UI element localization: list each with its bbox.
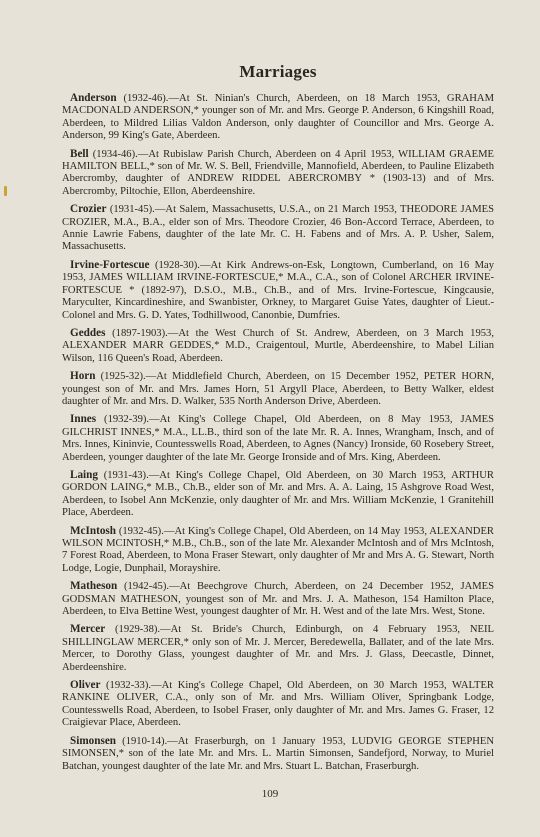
- marriage-entry: [62, 525, 494, 576]
- entry-text: (1932-46).—At St. Ninian's Church, Aberdeen, on 18 March 1953, GRAHAM MACDONALD ANDERSON,* younger son of Mr. and Mrs. George P. Anderson, 6 Kingshill Road, Aberdeen, to Mildred Lilias Valdon Anderson, only daughter of Councillor and Mrs. George A. Anderson, 99 King's Gate, Aberdeen.: [62, 93, 495, 142]
- marriage-entry: [62, 327, 494, 365]
- marriage-entry: [62, 580, 494, 618]
- entry-surname: Irvine-Fortescue: [70, 258, 150, 271]
- entry-surname: Anderson: [70, 92, 117, 104]
- marriage-entry: [62, 735, 494, 773]
- entry-text: (1929-38).—At St. Bride's Church, Edinburgh, on 4 February 1953, NEIL SHILLINGLAW MERCER,* only son of Mr. J. Mercer, Beredewella, Ballater, and of the late Mrs. Mercer, to Dorothy Glass, youngest daughter of Mr. and Mrs. J. Glass, Deecastle, Dinnet, Aberdeenshire.: [62, 624, 494, 673]
- entry-text: (1897-1903).—At the West Church of St. Andrew, Aberdeen, on 3 March 1953, ALEXANDER MARR GEDDES,* M.D., Craigentoul, Murtle, Aberdeenshire, to Mabel Lilian Wilson, 116 Queen's Road, Aberdeen.: [62, 327, 494, 364]
- entry-text: (1931-43).—At King's College Chapel, Old Aberdeen, on 30 March 1953, ARTHUR GORDON LAING,* M.B., Ch.B., elder son of Mr. and Mrs. A. A. Laing, 15 Ashgrove Road West, Aberdeen, to Isobel Ann McKenzie, only daughter of Mr. and Mrs. William McKenzie, 1 Granitehill Place, Aberdeen.: [62, 469, 494, 519]
- page-title: Marriages: [239, 62, 317, 81]
- entry-text: (1910-14).—At Fraserburgh, on 1 January 1953, LUDVIG GEORGE STEPHEN SIMONSEN,* son of the late Mr. and Mrs. L. Martin Simonsen, Sandefjord, Norway, to Muriel Batchan, youngest daughter of the late Mr. and Mrs. Stuart L. Batchan, Fraserburgh.: [62, 735, 494, 772]
- entry-surname: Crozier: [70, 203, 107, 216]
- marriage-entry: [62, 148, 494, 199]
- page-number: 109: [261, 788, 279, 800]
- marriage-entry: [62, 679, 494, 730]
- binding-mark: [4, 186, 7, 196]
- entry-surname: Horn: [70, 370, 96, 383]
- entry-text: (1928-30).—At Kirk Andrews-on-Esk, Longtown, Cumberland, on 16 May 1953, JAMES WILLIAM IRVINE-FORTESCUE,* M.A., C.A., son of Colonel ARCHER IRVINE-FORTESCUE * (1892-97), D.S.O., M.B., Ch.B., and of Mrs. Irvine-Fortescue, Kingcausie, Maryculter, Kincardineshire, and Swanbister, Orkney, to Margaret Guise Yates, daughter of Lieut.-Colonel and Mrs. G. D. Yates, Todhillwood, Canonbie, Dumfries.: [62, 259, 494, 321]
- marriage-entries: [62, 92, 494, 773]
- entry-surname: Laing: [70, 468, 98, 481]
- entry-text: (1932-33).—At King's College Chapel, Old Aberdeen, on 30 March 1953, WALTER RANKINE OLIVER, C.A., only son of Mr. and Mrs. William Oliver, Springbank Lodge, Countesswells Road, Aberdeen, to Isobel Fraser, only daughter of Mr. and Mrs. James G. Fraser, 12 Craigievar Place, Aberdeen.: [62, 680, 494, 729]
- marriage-entry: [62, 413, 494, 464]
- entry-text: (1932-39).—At King's College Chapel, Old Aberdeen, on 8 May 1953, JAMES GILCHRIST INNES,* M.A., LL.B., third son of the late Mr. R. A. Innes, Wrangham, Insch, and of Mrs. Innes, Kininvie, Countesswells Road, Aberdeen, to Agnes (Nancy) Ironside, 60 Rosebery Street, Aberdeen, younger daughter of the late Mr. George Ironside and of Mrs. King, Aberdeen.: [62, 414, 494, 463]
- entry-text: (1932-45).—At King's College Chapel, Old Aberdeen, on 14 May 1953, ALEXANDER WILSON MCINTOSH,* M.B., Ch.B., son of the late Mr. Alexander McIntosh and of Mrs McIntosh, 7 Forest Road, Aberdeen, to Mona Fraser Stewart, only daughter of Mr and Mrs A. G. Stewart, North Lodge, Logie, Dunphail, Morayshire.: [62, 525, 494, 574]
- entry-text: (1934-46).—At Rubislaw Parish Church, Aberdeen on 4 April 1953, WILLIAM GRAEME HAMILTON BELL,* son of Mr. W. S. Bell, Friendville, Mannofield, Aberdeen, to Pauline Elizabeth Abercromby, daughter of ANDREW RIDDEL ABERCROMBY * (1903-13) and of Mrs. Abercromby, Piltochie, Ellon, Aberdeenshire.: [62, 148, 494, 197]
- entry-surname: Mercer: [70, 623, 106, 636]
- marriage-entry: [62, 623, 494, 674]
- entry-text: (1942-45).—At Beechgrove Church, Aberdeen, on 24 December 1952, JAMES GODSMAN MATHESON, youngest son of Mr. and Mrs. J. A. Matheson, 154 Hamilton Place, Aberdeen, to Elva Bettine West, youngest daughter of Mr. H. West and of the late Mrs. West, Stone.: [62, 581, 495, 618]
- marriage-entry: [62, 469, 494, 520]
- entry-surname: McIntosh: [70, 524, 116, 537]
- entry-surname: Innes: [70, 413, 97, 426]
- entry-surname: Geddes: [70, 326, 106, 339]
- entry-surname: Oliver: [70, 679, 101, 692]
- entry-text: (1931-45).—At Salem, Massachusetts, U.S.A., on 21 March 1953, THEODORE JAMES CROZIER, M.A., B.A., elder son of Mrs. Theodore Crozier, 46 Bon-Accord Terrace, Aberdeen, to Annie Lawrie Fabens, daughter of the late Mr. C. H. Fabens and of Mrs. A. P. Usher, Salem, Massachusetts.: [62, 204, 494, 253]
- entry-surname: Matheson: [70, 580, 118, 593]
- entry-surname: Bell: [70, 147, 89, 160]
- entry-surname: Simonsen: [70, 734, 117, 747]
- entry-text: (1925-32).—At Middlefield Church, Aberdeen, on 15 December 1952, PETER HORN, youngest son of Mr. and Mrs. James Horn, 51 Argyll Place, Aberdeen, to Betty Walker, eldest daughter of Mr. and Mrs. D. Walker, 535 North Anderson Drive, Aberdeen.: [62, 371, 494, 407]
- marriage-entry: [62, 92, 494, 143]
- marriage-entry: [62, 203, 494, 254]
- marriage-entry: [62, 370, 494, 408]
- marriage-entry: [62, 259, 494, 322]
